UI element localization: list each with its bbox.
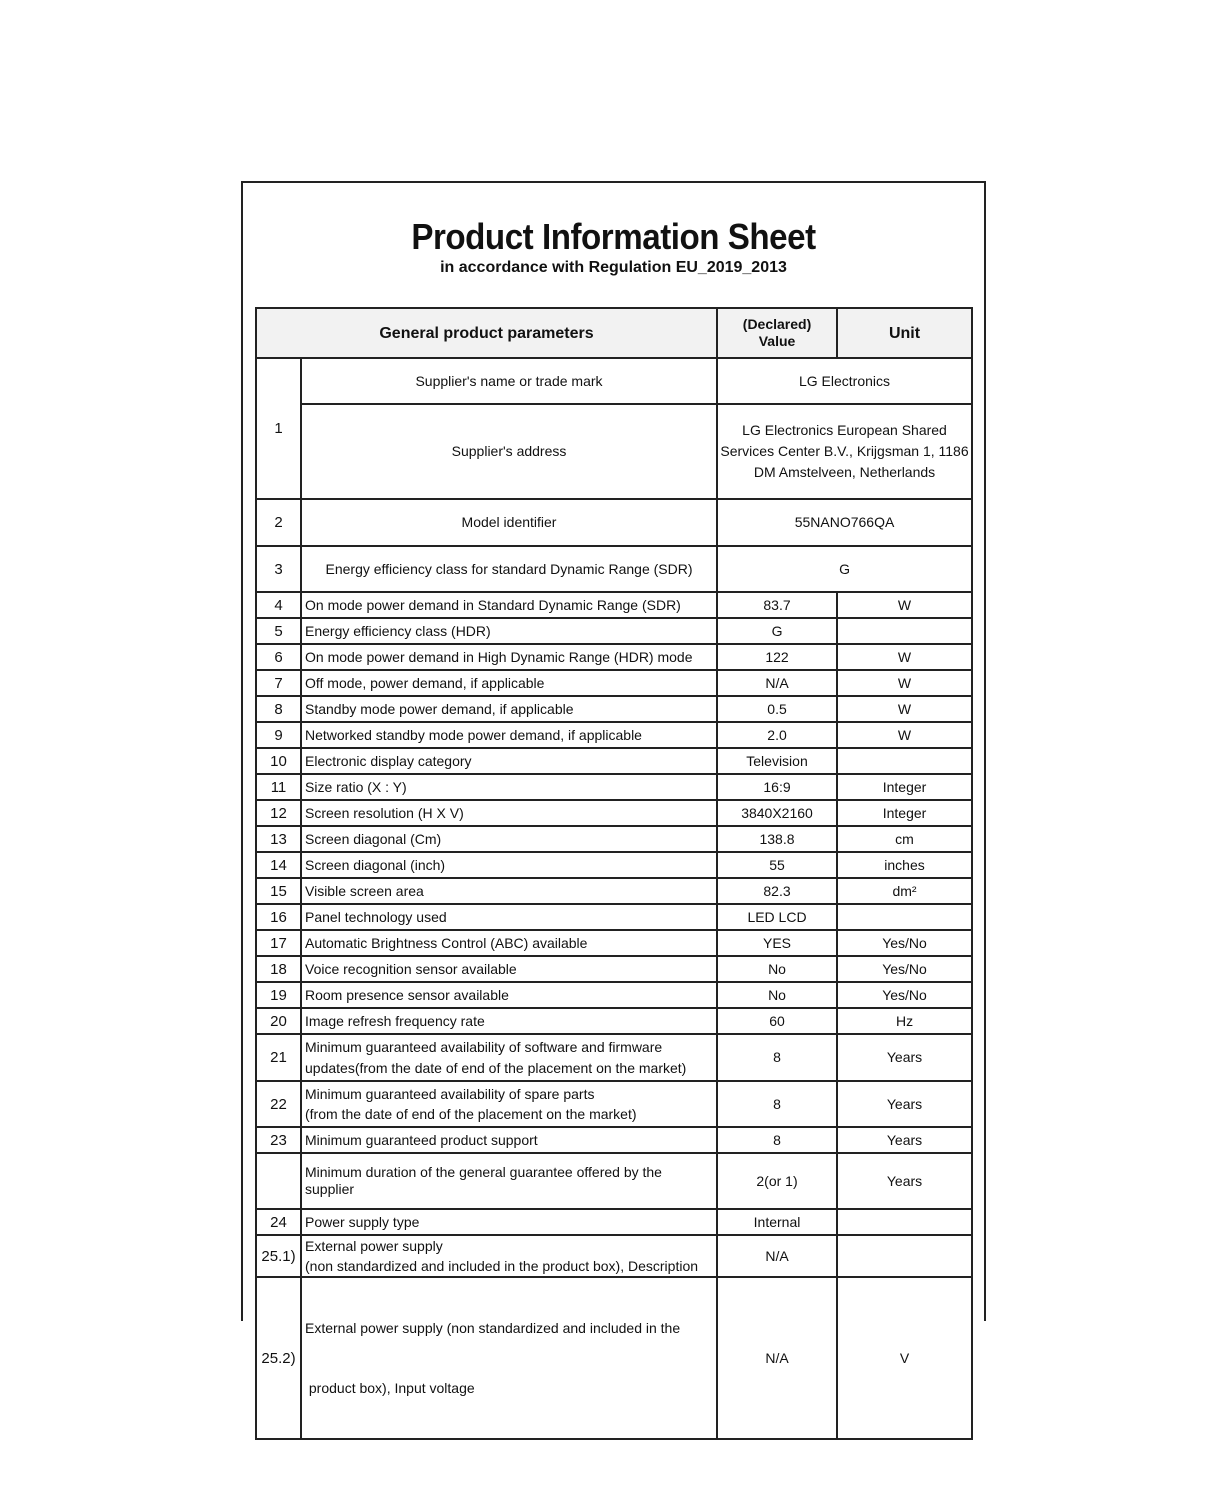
column-header-value	[717, 308, 837, 358]
table-row	[256, 800, 972, 826]
row-value: N/A	[717, 1235, 837, 1277]
row-value: 60	[717, 1008, 837, 1034]
row-value: 8	[717, 1127, 837, 1153]
row-unit: V	[837, 1277, 972, 1439]
row-number: 4	[256, 592, 301, 618]
row-unit: Years	[837, 1081, 972, 1127]
column-header-parameters: General product parameters	[256, 308, 717, 358]
table-row	[256, 696, 972, 722]
row-number: 12	[256, 800, 301, 826]
row-unit: dm²	[837, 878, 972, 904]
row-value: 138.8	[717, 826, 837, 852]
row-number: 3	[256, 546, 301, 592]
row-number: 17	[256, 930, 301, 956]
table-row	[256, 722, 972, 748]
row-unit: Integer	[837, 800, 972, 826]
row-label-line2: product box), Input voltage	[305, 1380, 475, 1396]
row-label: Screen diagonal (inch)	[301, 852, 717, 878]
supplier-address-line3: DM Amstelveen, Netherlands	[753, 464, 936, 480]
row-value: LED LCD	[717, 904, 837, 930]
row-unit: W	[837, 722, 972, 748]
row-label: Screen resolution (H X V)	[301, 800, 717, 826]
table-row	[256, 1209, 972, 1235]
row-number: 1	[256, 358, 301, 499]
supplier-name-label: Supplier's name or trade mark	[301, 358, 717, 404]
row-number: 9	[256, 722, 301, 748]
row-unit	[837, 1235, 972, 1277]
row-label: Automatic Brightness Control (ABC) available	[301, 930, 717, 956]
row-label: Minimum duration of the general guarantee offered by the supplier	[301, 1153, 717, 1209]
row-label: Standby mode power demand, if applicable	[301, 696, 717, 722]
table-row	[256, 930, 972, 956]
row-number: 21	[256, 1034, 301, 1081]
row-unit: Years	[837, 1127, 972, 1153]
row-unit: W	[837, 670, 972, 696]
row-value: N/A	[717, 670, 837, 696]
row-value: 8	[717, 1034, 837, 1081]
row-label-line1: External power supply	[305, 1238, 443, 1254]
column-header-value-line2: Value	[758, 333, 796, 349]
table-header-row	[256, 308, 972, 358]
row-unit: W	[837, 644, 972, 670]
row-number: 25.1)	[256, 1235, 301, 1277]
row-unit: Years	[837, 1034, 972, 1081]
row-label: Image refresh frequency rate	[301, 1008, 717, 1034]
supplier-address-label: Supplier's address	[301, 404, 717, 499]
row-number: 22	[256, 1081, 301, 1127]
row-number: 11	[256, 774, 301, 800]
row-unit: Yes/No	[837, 956, 972, 982]
row-number: 23	[256, 1127, 301, 1153]
row-unit: Integer	[837, 774, 972, 800]
row-number: 25.2)	[256, 1277, 301, 1439]
row-unit: inches	[837, 852, 972, 878]
row-unit: Yes/No	[837, 982, 972, 1008]
table-row	[256, 670, 972, 696]
row-value: 122	[717, 644, 837, 670]
row-label: Visible screen area	[301, 878, 717, 904]
row-label-line1: Minimum guaranteed availability of spare parts	[305, 1086, 595, 1102]
column-header-unit: Unit	[837, 308, 972, 358]
row-value: 83.7	[717, 592, 837, 618]
row-label: On mode power demand in High Dynamic Range (HDR) mode	[301, 644, 717, 670]
row-label-line2: (from the date of end of the placement on the market)	[305, 1106, 637, 1122]
table-row	[256, 1034, 972, 1081]
row-unit	[837, 904, 972, 930]
table-row	[256, 748, 972, 774]
row-value: G	[717, 546, 972, 592]
row-number: 16	[256, 904, 301, 930]
supplier-address-line1: LG Electronics European Shared	[742, 422, 947, 438]
table-row	[256, 904, 972, 930]
column-header-value-line1: (Declared)	[742, 316, 812, 332]
row-unit	[837, 1209, 972, 1235]
row-label	[301, 1235, 717, 1277]
row-label: Networked standby mode power demand, if applicable	[301, 722, 717, 748]
row-number: 5	[256, 618, 301, 644]
row-value: 2(or 1)	[717, 1153, 837, 1209]
row-number	[256, 1153, 301, 1209]
row-number: 24	[256, 1209, 301, 1235]
supplier-address-value	[717, 404, 972, 499]
row-label: On mode power demand in Standard Dynamic Range (SDR)	[301, 592, 717, 618]
row-unit: Hz	[837, 1008, 972, 1034]
row-value: N/A	[717, 1277, 837, 1439]
row-value: 0.5	[717, 696, 837, 722]
row-label	[301, 1081, 717, 1127]
table-row	[256, 644, 972, 670]
row-unit: W	[837, 592, 972, 618]
row-value: YES	[717, 930, 837, 956]
row-label-line2: (non standardized and included in the product box), Description	[305, 1258, 699, 1274]
supplier-address-line2: Services Center B.V., Krijgsman 1, 1186	[720, 443, 969, 459]
row-number: 18	[256, 956, 301, 982]
table-row	[256, 1127, 972, 1153]
row-value: No	[717, 956, 837, 982]
row-value: 16:9	[717, 774, 837, 800]
row-label: Electronic display category	[301, 748, 717, 774]
row-number: 19	[256, 982, 301, 1008]
row-label: Minimum guaranteed product support	[301, 1127, 717, 1153]
table-row	[256, 1277, 972, 1439]
row-label	[301, 1034, 717, 1081]
table-row	[256, 878, 972, 904]
row-value: Television	[717, 748, 837, 774]
row-number: 6	[256, 644, 301, 670]
table-row	[256, 1008, 972, 1034]
table-row	[256, 618, 972, 644]
table-row	[256, 956, 972, 982]
row-label: Model identifier	[301, 499, 717, 546]
row-number: 14	[256, 852, 301, 878]
row-value: 8	[717, 1081, 837, 1127]
row-label: Energy efficiency class for standard Dynamic Range (SDR)	[301, 546, 717, 592]
page-subtitle: in accordance with Regulation EU_2019_2013	[440, 259, 787, 276]
parameters-table	[255, 307, 973, 1440]
row-label: Room presence sensor available	[301, 982, 717, 1008]
supplier-name-value: LG Electronics	[717, 358, 972, 404]
row-label-line2: updates(from the date of end of the placement on the market)	[305, 1059, 687, 1076]
row-label: Energy efficiency class (HDR)	[301, 618, 717, 644]
row-label: Voice recognition sensor available	[301, 956, 717, 982]
page-title: Product Information Sheet	[411, 216, 816, 257]
row-unit: cm	[837, 826, 972, 852]
row-number: 15	[256, 878, 301, 904]
row-number: 8	[256, 696, 301, 722]
row-number: 10	[256, 748, 301, 774]
table-row	[256, 1235, 972, 1277]
table-row	[256, 1153, 972, 1209]
table-row	[256, 404, 972, 499]
row-unit: Yes/No	[837, 930, 972, 956]
row-number: 7	[256, 670, 301, 696]
row-number: 2	[256, 499, 301, 546]
row-value: Internal	[717, 1209, 837, 1235]
row-label: Screen diagonal (Cm)	[301, 826, 717, 852]
table-row	[256, 982, 972, 1008]
row-unit: Years	[837, 1153, 972, 1209]
row-label: Panel technology used	[301, 904, 717, 930]
table-row	[256, 774, 972, 800]
table-row	[256, 1081, 972, 1127]
row-label: Size ratio (X : Y)	[301, 774, 717, 800]
row-label-line1: External power supply (non standardized and included in the	[305, 1320, 681, 1336]
row-value: 55NANO766QA	[717, 499, 972, 546]
table-row	[256, 826, 972, 852]
row-number: 20	[256, 1008, 301, 1034]
table-row	[256, 592, 972, 618]
table-row	[256, 546, 972, 592]
row-value: 2.0	[717, 722, 837, 748]
row-value: G	[717, 618, 837, 644]
row-value: No	[717, 982, 837, 1008]
table-row	[256, 499, 972, 546]
row-label: Power supply type	[301, 1209, 717, 1235]
table-row	[256, 358, 972, 404]
row-number: 13	[256, 826, 301, 852]
row-label: Off mode, power demand, if applicable	[301, 670, 717, 696]
row-value: 55	[717, 852, 837, 878]
row-value: 82.3	[717, 878, 837, 904]
row-label	[301, 1277, 717, 1439]
row-label-line1: Minimum guaranteed availability of software and firmware	[305, 1038, 663, 1055]
row-unit	[837, 748, 972, 774]
row-unit	[837, 618, 972, 644]
product-information-sheet	[241, 181, 986, 1396]
row-value: 3840X2160	[717, 800, 837, 826]
row-unit: W	[837, 696, 972, 722]
table-row	[256, 852, 972, 878]
